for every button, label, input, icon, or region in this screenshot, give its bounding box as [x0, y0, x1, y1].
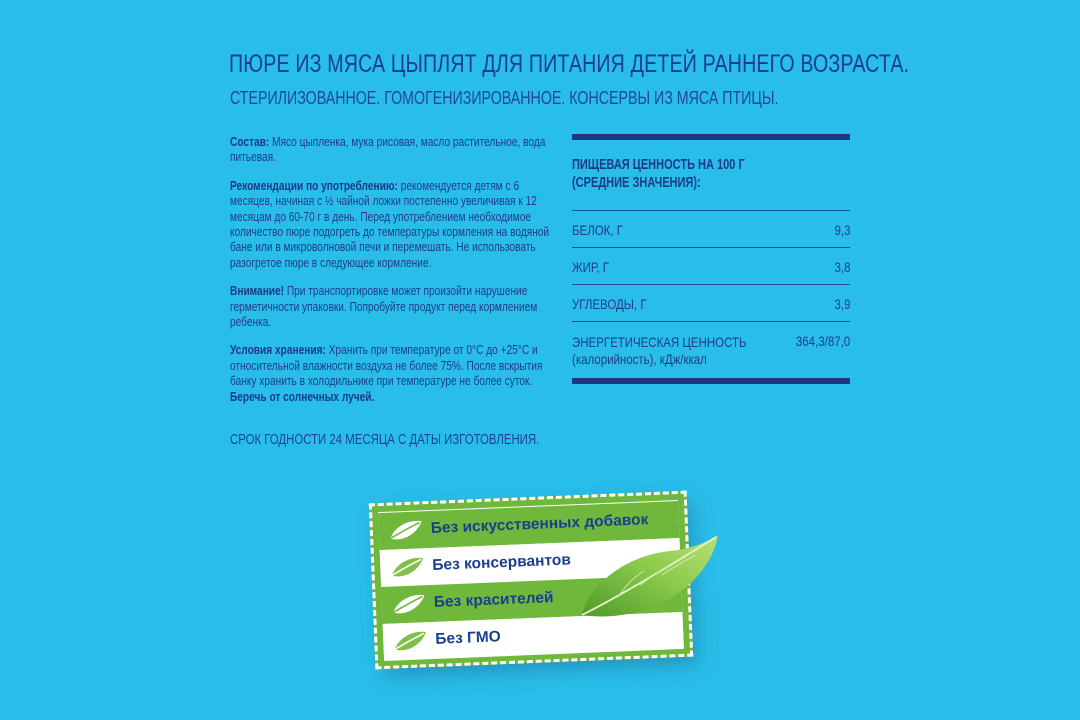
table-top-bar: [572, 134, 850, 140]
usage-label: Рекомендации по употреблению:: [230, 177, 398, 193]
nutrition-label: УГЛЕВОДЫ, Г: [572, 296, 647, 312]
claim-text: Без ГМО: [434, 628, 502, 648]
ingredients-paragraph: [230, 134, 558, 165]
warning-label: Внимание!: [230, 283, 285, 299]
usage-text: рекомендуется детям с 6 месяцев, начиная с ½ чайной ложки постепенно увеличивая к 12 месяцам до 60-70 г в день. Перед употреблением необходимое количество пюре подогреть до температуры кормления на водяной бане или в микроволновой печи и перемешать. Не использовать разогретое пюре в следующее кормление.: [230, 177, 550, 270]
composition-section: [230, 134, 558, 417]
nutrition-value: 9,3: [834, 222, 850, 238]
shelf-life-text: СРОК ГОДНОСТИ 24 МЕСЯЦА С ДАТЫ ИЗГОТОВЛЕНИЯ.: [230, 431, 540, 448]
nutrition-heading-line2: (СРЕДНИЕ ЗНАЧЕНИЯ):: [572, 175, 701, 191]
claim-text: Без красителей: [433, 589, 554, 611]
nutrition-row-protein: [572, 210, 850, 251]
nutrition-label: БЕЛОК, Г: [572, 222, 623, 238]
nutrition-row-fat: [572, 247, 850, 288]
leaf-icon: [388, 552, 427, 582]
leaf-icon: [386, 515, 425, 545]
warning-paragraph: [230, 283, 558, 329]
ingredients-label: Состав:: [230, 134, 270, 149]
storage-bold-end: Беречь от солнечных лучей.: [230, 388, 375, 404]
usage-paragraph: [230, 178, 558, 270]
nutrition-value: 3,9: [834, 296, 850, 312]
fresh-leaf-icon: [578, 533, 723, 623]
energy-label-line1: ЭНЕРГЕТИЧЕСКАЯ ЦЕННОСТЬ: [572, 334, 747, 350]
storage-text: Хранить при температуре от 0°С до +25°С и относительной влажности воздуха не более 75%. После вскрытия банку хранить в холодильнике при температуре не более суток.: [230, 342, 543, 389]
nutrition-heading: [572, 156, 846, 192]
ingredients-text: Мясо цыпленка, мука рисовая, масло растительное, вода питьевая.: [230, 134, 546, 165]
energy-value: 364,3/87,0: [795, 333, 850, 349]
storage-label: Условия хранения:: [230, 342, 326, 358]
page-subtitle: СТЕРИЛИЗОВАННОЕ. ГОМОГЕНИЗИРОВАННОЕ. КОНСЕРВЫ ИЗ МЯСА ПТИЦЫ.: [230, 88, 779, 108]
energy-label-line2: (калорийность), кДж/ккал: [572, 351, 707, 367]
page-title: ПЮРЕ ИЗ МЯСА ЦЫПЛЯТ ДЛЯ ПИТАНИЯ ДЕТЕЙ РАННЕГО ВОЗРАСТА.: [229, 50, 910, 78]
storage-paragraph: [230, 342, 558, 404]
leaf-icon: [391, 626, 430, 656]
energy-label: [572, 334, 747, 368]
nutrition-row-carbs: [572, 284, 850, 325]
nutrition-row-energy: [572, 321, 850, 377]
leaf-icon: [389, 589, 428, 619]
warning-text: При транспортировке может произойти нарушение герметичности упаковки. Попробуйте продукт перед кормлением ребенка.: [230, 283, 538, 330]
table-bottom-bar: [572, 378, 850, 384]
nutrition-label: ЖИР, Г: [572, 259, 609, 275]
claim-text: Без консервантов: [431, 551, 572, 574]
nutrition-heading-line1: ПИЩЕВАЯ ЦЕННОСТЬ НА 100 Г: [572, 157, 745, 173]
nutrition-value: 3,8: [834, 259, 850, 275]
nutrition-table: [572, 134, 850, 367]
claim-text: Без искусственных добавок: [430, 511, 649, 537]
